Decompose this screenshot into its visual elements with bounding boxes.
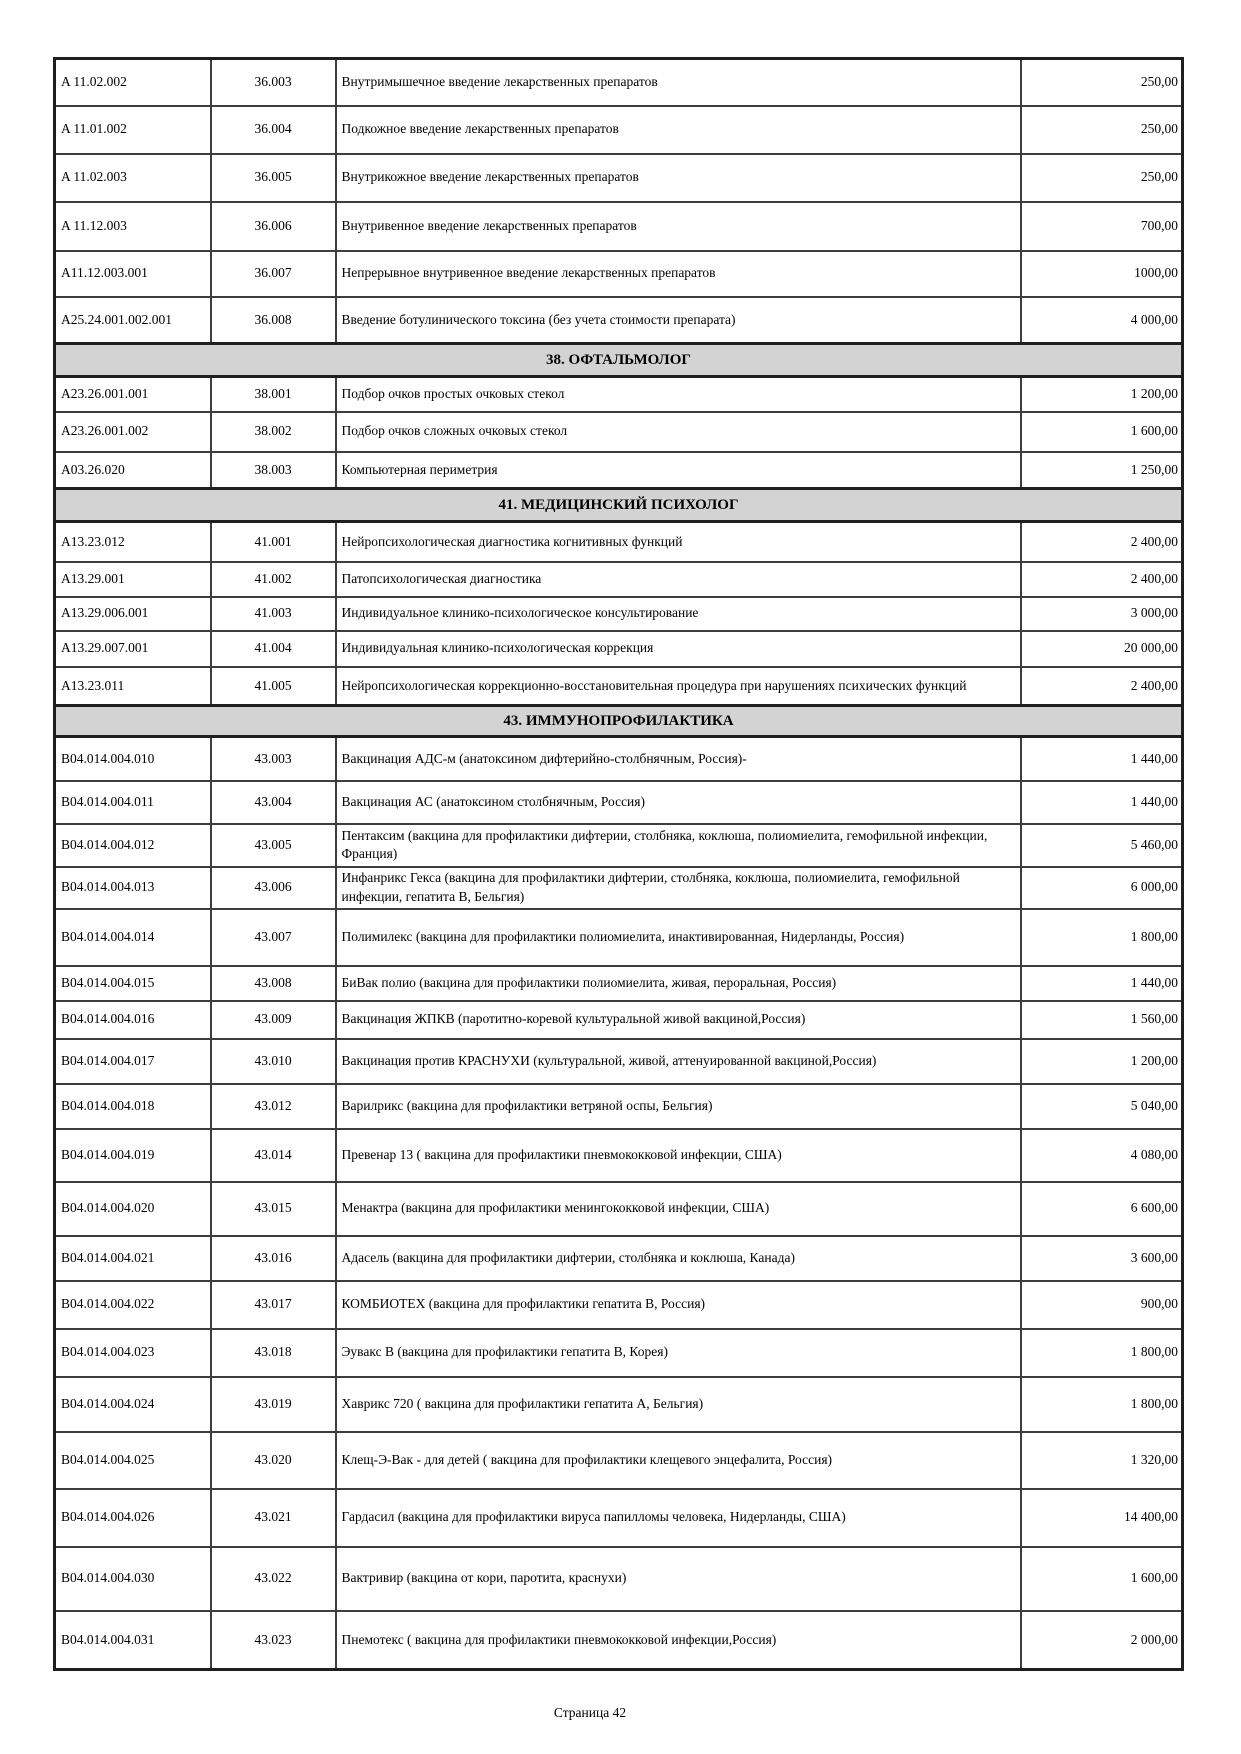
price-cell: 1 250,00 xyxy=(1021,452,1183,489)
table-row xyxy=(55,1236,1183,1281)
desc-cell: Варилрикс (вакцина для профилактики ветряной оспы, Бельгия) xyxy=(336,1084,1021,1129)
table-row xyxy=(55,909,1183,966)
num-cell: 43.010 xyxy=(211,1039,336,1084)
section-row xyxy=(55,706,1183,737)
desc-cell: Вакцинация АС (анатоксином столбнячным, Россия) xyxy=(336,781,1021,824)
desc-cell: Введение ботулинического токсина (без учета стоимости препарата) xyxy=(336,297,1021,344)
table-row xyxy=(55,562,1183,597)
num-cell: 38.002 xyxy=(211,412,336,452)
table-row xyxy=(55,1329,1183,1377)
code-cell: B04.014.004.010 xyxy=(55,737,211,781)
num-cell: 43.021 xyxy=(211,1489,336,1547)
desc-cell: Патопсихологическая диагностика xyxy=(336,562,1021,597)
price-cell: 5 460,00 xyxy=(1021,824,1183,867)
num-cell: 41.003 xyxy=(211,597,336,631)
num-cell: 36.003 xyxy=(211,59,336,106)
num-cell: 38.001 xyxy=(211,377,336,412)
table-row xyxy=(55,154,1183,202)
code-cell: A03.26.020 xyxy=(55,452,211,489)
table-row xyxy=(55,297,1183,344)
code-cell: B04.014.004.024 xyxy=(55,1377,211,1432)
table-row xyxy=(55,1611,1183,1670)
table-row xyxy=(55,59,1183,106)
num-cell: 38.003 xyxy=(211,452,336,489)
code-cell: A23.26.001.002 xyxy=(55,412,211,452)
desc-cell: Индивидуальная клинико-психологическая коррекция xyxy=(336,631,1021,667)
desc-cell: Хаврикс 720 ( вакцина для профилактики гепатита А, Бельгия) xyxy=(336,1377,1021,1432)
desc-cell: Вакцинация против КРАСНУХИ (культуральной, живой, аттенуированной вакциной,Россия) xyxy=(336,1039,1021,1084)
num-cell: 43.016 xyxy=(211,1236,336,1281)
section-row xyxy=(55,489,1183,522)
price-cell: 3 600,00 xyxy=(1021,1236,1183,1281)
price-cell: 900,00 xyxy=(1021,1281,1183,1329)
desc-cell: Пнемотекс ( вакцина для профилактики пневмококковой инфекции,Россия) xyxy=(336,1611,1021,1670)
price-cell: 1 560,00 xyxy=(1021,1001,1183,1039)
code-cell: A13.23.011 xyxy=(55,667,211,706)
code-cell: B04.014.004.016 xyxy=(55,1001,211,1039)
desc-cell: Подбор очков сложных очковых стекол xyxy=(336,412,1021,452)
table-row xyxy=(55,1182,1183,1236)
table-row xyxy=(55,452,1183,489)
desc-cell: Индивидуальное клинико-психологическое консультирование xyxy=(336,597,1021,631)
num-cell: 43.018 xyxy=(211,1329,336,1377)
num-cell: 43.022 xyxy=(211,1547,336,1611)
desc-cell: Клещ-Э-Вак - для детей ( вакцина для профилактики клещевого энцефалита, Россия) xyxy=(336,1432,1021,1489)
price-cell: 250,00 xyxy=(1021,59,1183,106)
price-cell: 6 600,00 xyxy=(1021,1182,1183,1236)
table-row xyxy=(55,251,1183,297)
table-row xyxy=(55,1129,1183,1182)
price-cell: 2 400,00 xyxy=(1021,522,1183,562)
code-cell: B04.014.004.014 xyxy=(55,909,211,966)
price-cell: 1 440,00 xyxy=(1021,781,1183,824)
code-cell: A23.26.001.001 xyxy=(55,377,211,412)
desc-cell: Вакцинация АДС-м (анатоксином дифтерийно-столбнячным, Россия)- xyxy=(336,737,1021,781)
price-cell: 2 400,00 xyxy=(1021,667,1183,706)
code-cell: B04.014.004.019 xyxy=(55,1129,211,1182)
num-cell: 43.014 xyxy=(211,1129,336,1182)
table-row xyxy=(55,597,1183,631)
code-cell: B04.014.004.030 xyxy=(55,1547,211,1611)
price-cell: 6 000,00 xyxy=(1021,867,1183,909)
table-row xyxy=(55,1039,1183,1084)
price-cell: 250,00 xyxy=(1021,106,1183,154)
price-cell: 2 400,00 xyxy=(1021,562,1183,597)
price-cell: 5 040,00 xyxy=(1021,1084,1183,1129)
section-title: 41. МЕДИЦИНСКИЙ ПСИХОЛОГ xyxy=(55,489,1183,522)
section-title: 43. ИММУНОПРОФИЛАКТИКА xyxy=(55,706,1183,737)
table-row xyxy=(55,1084,1183,1129)
price-cell: 700,00 xyxy=(1021,202,1183,251)
num-cell: 43.005 xyxy=(211,824,336,867)
table-row xyxy=(55,631,1183,667)
code-cell: A11.12.003.001 xyxy=(55,251,211,297)
table-row xyxy=(55,1377,1183,1432)
desc-cell: Нейропсихологическая диагностика когнитивных функций xyxy=(336,522,1021,562)
page-number: Страница 42 xyxy=(553,1705,627,1720)
price-cell: 4 000,00 xyxy=(1021,297,1183,344)
price-cell: 1 320,00 xyxy=(1021,1432,1183,1489)
price-cell: 20 000,00 xyxy=(1021,631,1183,667)
code-cell: A13.29.007.001 xyxy=(55,631,211,667)
code-cell: A13.29.006.001 xyxy=(55,597,211,631)
table-row xyxy=(55,202,1183,251)
desc-cell: БиВак полио (вакцина для профилактики полиомиелита, живая, пероральная, Россия) xyxy=(336,966,1021,1001)
table-row xyxy=(55,522,1183,562)
num-cell: 43.020 xyxy=(211,1432,336,1489)
num-cell: 36.008 xyxy=(211,297,336,344)
desc-cell: Внутрикожное введение лекарственных препаратов xyxy=(336,154,1021,202)
price-cell: 1 600,00 xyxy=(1021,412,1183,452)
desc-cell: Инфанрикс Гекса (вакцина для профилактики дифтерии, столбняка, коклюша, полиомиелита, гемофильной инфекции, гепатита В, Бельгия) xyxy=(336,867,1021,909)
num-cell: 43.007 xyxy=(211,909,336,966)
code-cell: A 11.12.003 xyxy=(55,202,211,251)
num-cell: 43.008 xyxy=(211,966,336,1001)
price-cell: 1 200,00 xyxy=(1021,1039,1183,1084)
code-cell: B04.014.004.026 xyxy=(55,1489,211,1547)
desc-cell: Подкожное введение лекарственных препаратов xyxy=(336,106,1021,154)
price-cell: 1 800,00 xyxy=(1021,1329,1183,1377)
desc-cell: Вакцинация ЖПКВ (паротитно-коревой культуральной живой вакциной,Россия) xyxy=(336,1001,1021,1039)
price-cell: 2 000,00 xyxy=(1021,1611,1183,1670)
code-cell: B04.014.004.017 xyxy=(55,1039,211,1084)
desc-cell: Подбор очков простых очковых стекол xyxy=(336,377,1021,412)
price-cell: 1 200,00 xyxy=(1021,377,1183,412)
section-title: 38. ОФТАЛЬМОЛОГ xyxy=(55,344,1183,377)
table-row xyxy=(55,1489,1183,1547)
code-cell: A 11.01.002 xyxy=(55,106,211,154)
code-cell: B04.014.004.022 xyxy=(55,1281,211,1329)
code-cell: B04.014.004.023 xyxy=(55,1329,211,1377)
table-row xyxy=(55,824,1183,867)
price-cell: 14 400,00 xyxy=(1021,1489,1183,1547)
num-cell: 43.019 xyxy=(211,1377,336,1432)
num-cell: 43.012 xyxy=(211,1084,336,1129)
code-cell: B04.014.004.025 xyxy=(55,1432,211,1489)
num-cell: 41.002 xyxy=(211,562,336,597)
code-cell: B04.014.004.020 xyxy=(55,1182,211,1236)
table-row xyxy=(55,966,1183,1001)
table-row xyxy=(55,667,1183,706)
code-cell: A13.29.001 xyxy=(55,562,211,597)
table-row xyxy=(55,377,1183,412)
table-row xyxy=(55,412,1183,452)
code-cell: B04.014.004.015 xyxy=(55,966,211,1001)
code-cell: B04.014.004.031 xyxy=(55,1611,211,1670)
num-cell: 43.006 xyxy=(211,867,336,909)
table-row xyxy=(55,106,1183,154)
table-row xyxy=(55,781,1183,824)
desc-cell: Превенар 13 ( вакцина для профилактики пневмококковой инфекции, США) xyxy=(336,1129,1021,1182)
code-cell: A 11.02.003 xyxy=(55,154,211,202)
desc-cell: Внутривенное введение лекарственных препаратов xyxy=(336,202,1021,251)
desc-cell: Пентаксим (вакцина для профилактики дифтерии, столбняка, коклюша, полиомиелита, гемофильной инфекции, Франция) xyxy=(336,824,1021,867)
desc-cell: Адасель (вакцина для профилактики дифтерии, столбняка и коклюша, Канада) xyxy=(336,1236,1021,1281)
price-cell: 1 440,00 xyxy=(1021,737,1183,781)
num-cell: 43.017 xyxy=(211,1281,336,1329)
desc-cell: Эувакс В (вакцина для профилактики гепатита В, Корея) xyxy=(336,1329,1021,1377)
price-cell: 1 600,00 xyxy=(1021,1547,1183,1611)
code-cell: B04.014.004.021 xyxy=(55,1236,211,1281)
num-cell: 43.004 xyxy=(211,781,336,824)
desc-cell: Менактра (вакцина для профилактики менингококковой инфекции, США) xyxy=(336,1182,1021,1236)
price-cell: 1 800,00 xyxy=(1021,909,1183,966)
num-cell: 43.015 xyxy=(211,1182,336,1236)
price-cell: 250,00 xyxy=(1021,154,1183,202)
num-cell: 36.007 xyxy=(211,251,336,297)
desc-cell: Внутримышечное введение лекарственных препаратов xyxy=(336,59,1021,106)
desc-cell: Гардасил (вакцина для профилактики вируса папилломы человека, Нидерланды, США) xyxy=(336,1489,1021,1547)
desc-cell: КОМБИОТЕХ (вакцина для профилактики гепатита В, Россия) xyxy=(336,1281,1021,1329)
num-cell: 36.004 xyxy=(211,106,336,154)
table-row xyxy=(55,1547,1183,1611)
price-cell: 1 440,00 xyxy=(1021,966,1183,1001)
code-cell: A 11.02.002 xyxy=(55,59,211,106)
price-table-body xyxy=(55,59,1183,1670)
num-cell: 41.001 xyxy=(211,522,336,562)
table-row xyxy=(55,1281,1183,1329)
num-cell: 43.023 xyxy=(211,1611,336,1670)
table-row xyxy=(55,737,1183,781)
desc-cell: Непрерывное внутривенное введение лекарственных препаратов xyxy=(336,251,1021,297)
num-cell: 36.005 xyxy=(211,154,336,202)
desc-cell: Компьютерная периметрия xyxy=(336,452,1021,489)
code-cell: B04.014.004.018 xyxy=(55,1084,211,1129)
code-cell: A13.23.012 xyxy=(55,522,211,562)
price-cell: 1 800,00 xyxy=(1021,1377,1183,1432)
code-cell: B04.014.004.012 xyxy=(55,824,211,867)
num-cell: 43.009 xyxy=(211,1001,336,1039)
num-cell: 41.005 xyxy=(211,667,336,706)
num-cell: 36.006 xyxy=(211,202,336,251)
num-cell: 41.004 xyxy=(211,631,336,667)
price-cell: 4 080,00 xyxy=(1021,1129,1183,1182)
price-table xyxy=(53,57,1184,1671)
code-cell: B04.014.004.011 xyxy=(55,781,211,824)
desc-cell: Нейропсихологическая коррекционно-восстановительная процедура при нарушениях психических функций xyxy=(336,667,1021,706)
desc-cell: Вактривир (вакцина от кори, паротита, краснухи) xyxy=(336,1547,1021,1611)
table-row xyxy=(55,1432,1183,1489)
table-row xyxy=(55,1001,1183,1039)
price-cell: 1000,00 xyxy=(1021,251,1183,297)
code-cell: B04.014.004.013 xyxy=(55,867,211,909)
num-cell: 43.003 xyxy=(211,737,336,781)
section-row xyxy=(55,344,1183,377)
desc-cell: Полимилекс (вакцина для профилактики полиомиелита, инактивированная, Нидерланды, Россия) xyxy=(336,909,1021,966)
table-row xyxy=(55,867,1183,909)
price-cell: 3 000,00 xyxy=(1021,597,1183,631)
code-cell: A25.24.001.002.001 xyxy=(55,297,211,344)
